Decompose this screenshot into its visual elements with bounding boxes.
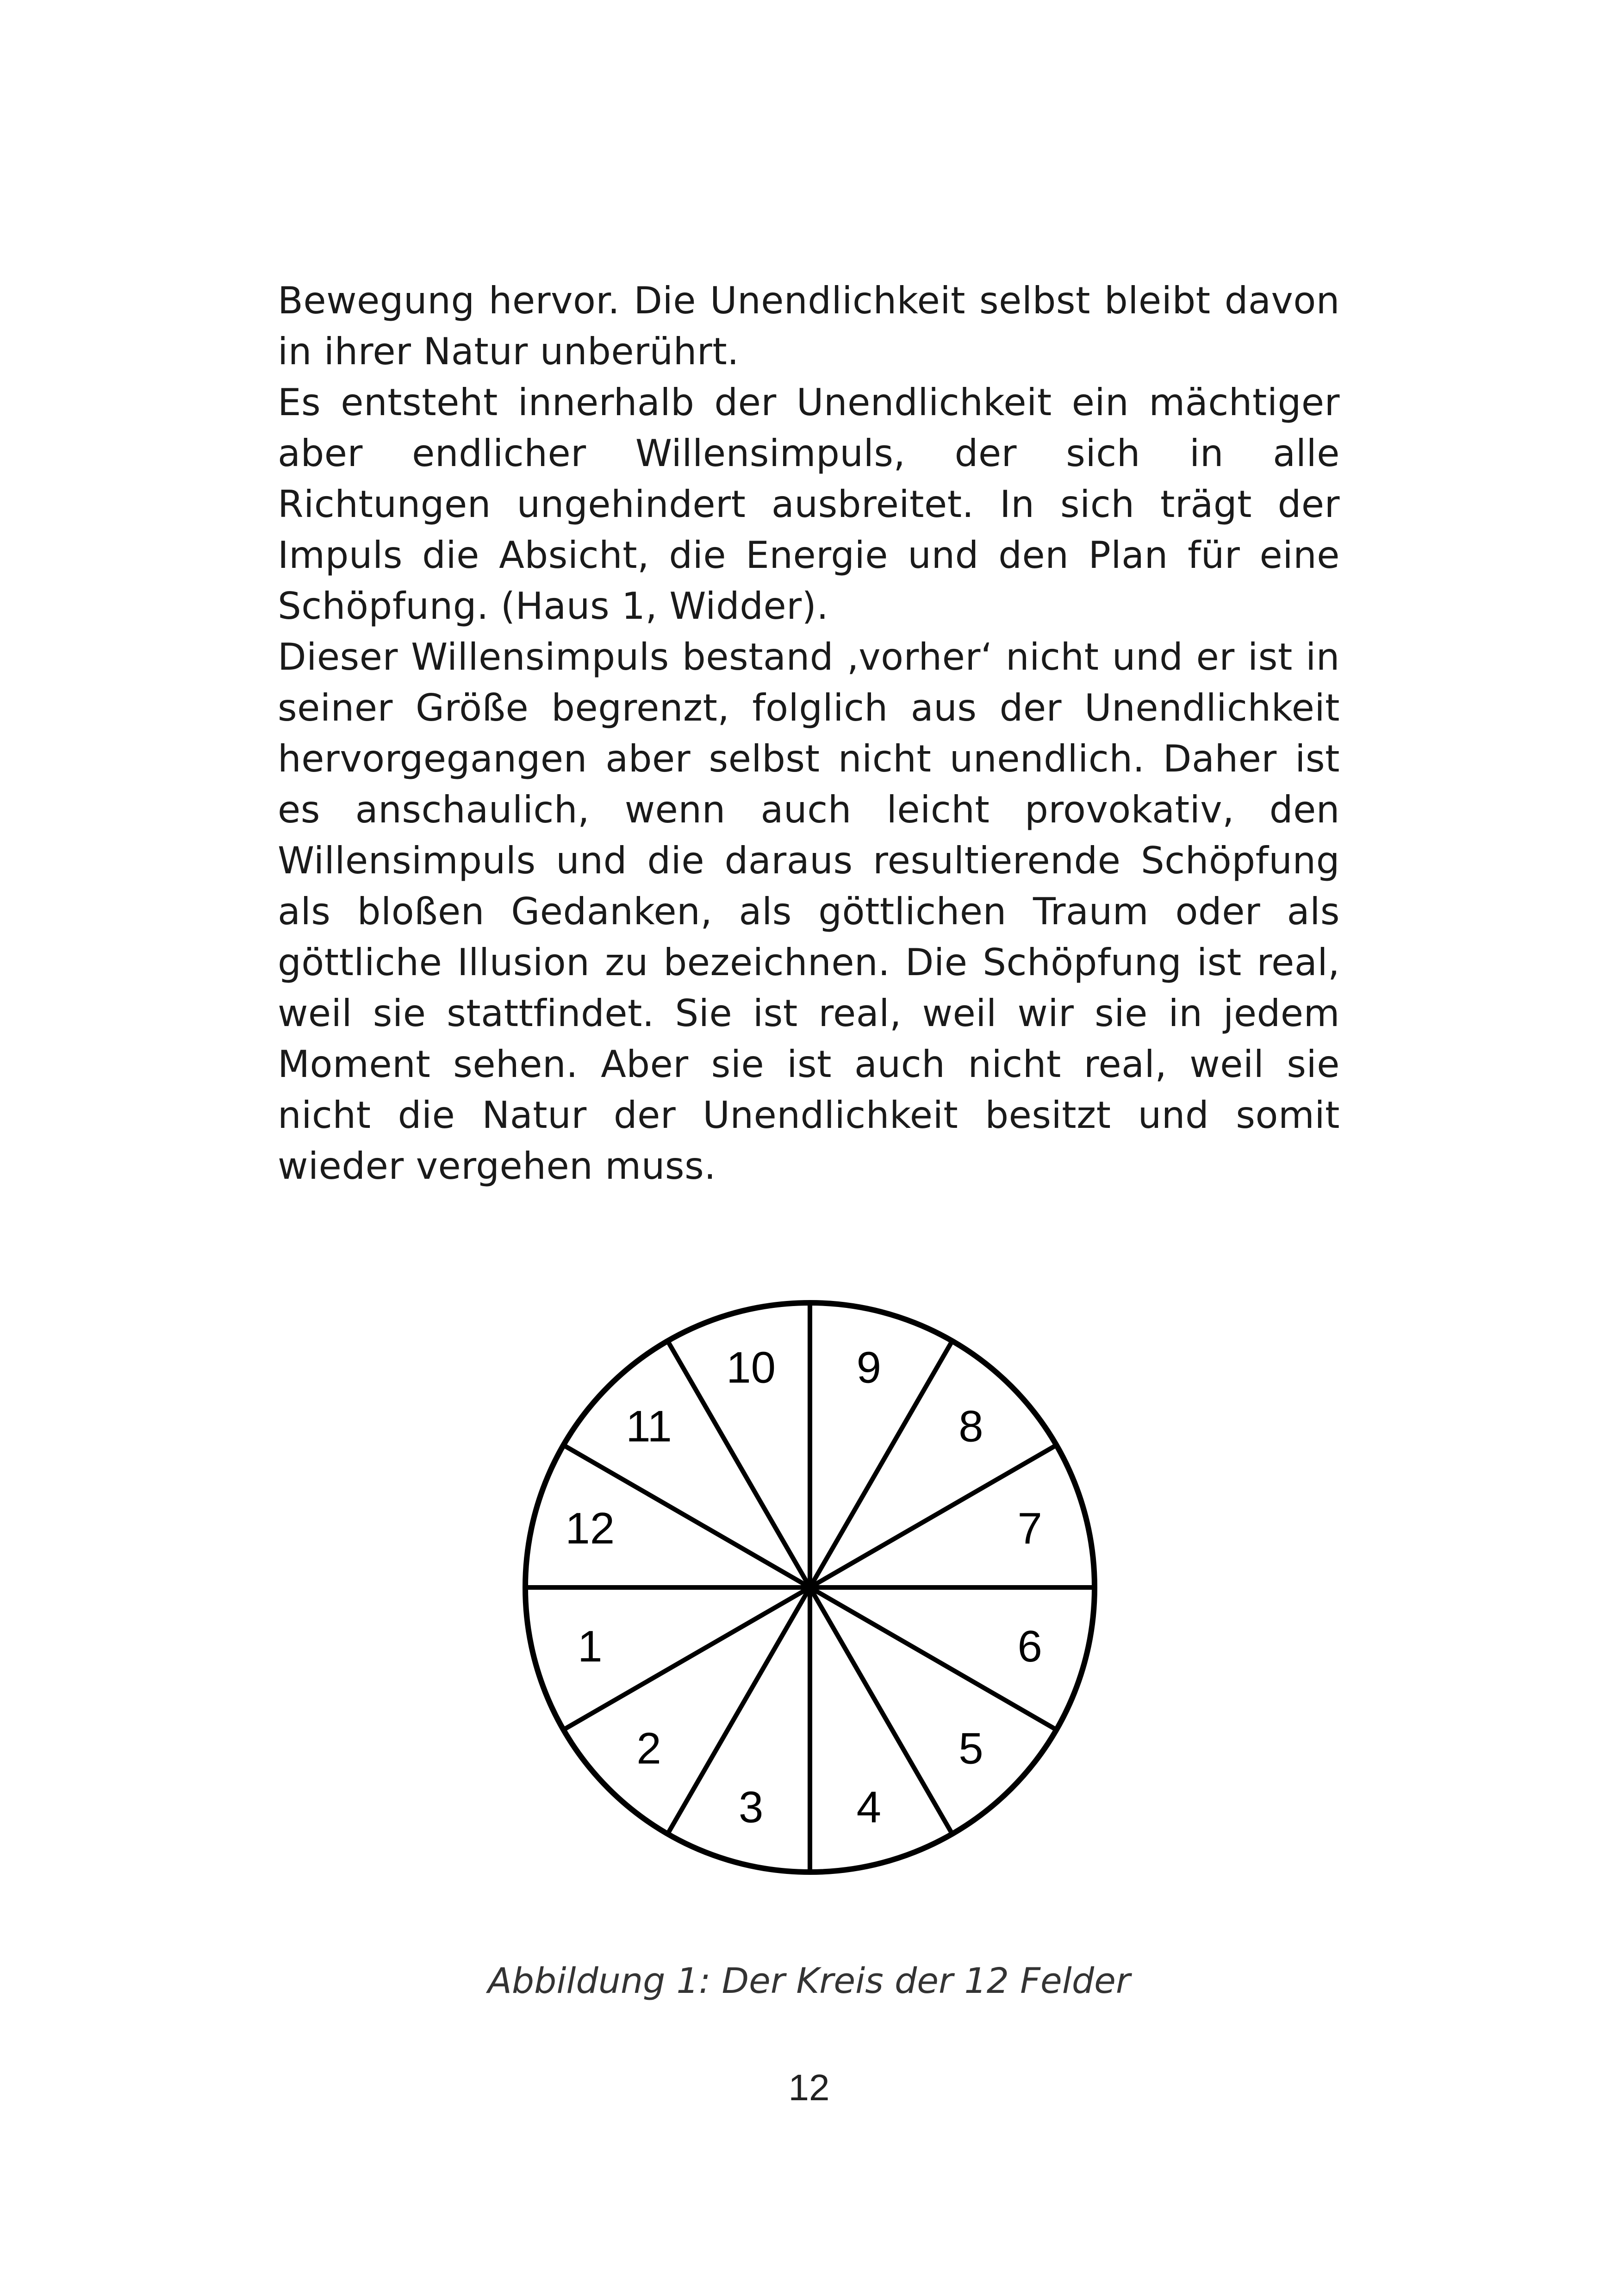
house-number-9: 9 xyxy=(856,1343,882,1393)
paragraph-3: Dieser Willensimpuls bestand ‚vorher‘ nicht und er ist in seiner Größe begrenzt, folglich aus der Unendlichkeit hervorgegangen aber selbst nicht unendlich. Daher ist es anschaulich, wenn auch leicht provokativ, den Willensimpuls und die daraus resultierende Schöpfung als bloßen Gedanken, als göttlichen Traum oder als göttliche Illusion zu bezeichnen. Die Schöpfung ist real, weil sie stattfindet. Sie ist real, weil wir sie in jedem Moment sehen. Aber sie ist auch nicht real, weil sie nicht die Natur der Unendlichkeit besitzt und somit wieder vergehen muss. xyxy=(278,635,1340,1188)
paragraph-1: Bewegung hervor. Die Unendlichkeit selbst bleibt davon in ihrer Natur unberührt. xyxy=(278,279,1340,373)
paragraph-2: Es entsteht innerhalb der Unendlichkeit ein mächtiger aber endlicher Willensimpuls, der sich in alle Richtungen ungehindert ausbreitet. In sich trägt der Impuls die Absicht, die Energie und den Plan für eine Schöpfung. (Haus 1, Widder). xyxy=(278,381,1340,628)
house-number-10: 10 xyxy=(726,1343,776,1393)
house-number-3: 3 xyxy=(738,1782,764,1832)
house-number-12: 12 xyxy=(565,1504,615,1554)
house-number-5: 5 xyxy=(958,1724,983,1773)
house-number-4: 4 xyxy=(856,1782,882,1832)
page-number: 12 xyxy=(788,2067,830,2108)
body-text xyxy=(278,275,1340,1192)
house-number-6: 6 xyxy=(1017,1621,1042,1671)
house-dividers xyxy=(525,1303,1095,1872)
figure-caption: Abbildung 1: Der Kreis der 12 Felder xyxy=(487,1960,1131,2001)
house-number-8: 8 xyxy=(958,1401,983,1451)
house-number-1: 1 xyxy=(578,1621,603,1671)
house-number-2: 2 xyxy=(636,1724,661,1773)
house-circle-figure xyxy=(518,1287,1101,1888)
house-number-7: 7 xyxy=(1017,1504,1042,1554)
house-number-11: 11 xyxy=(626,1401,672,1451)
house-circle-diagram xyxy=(518,1287,1101,1888)
